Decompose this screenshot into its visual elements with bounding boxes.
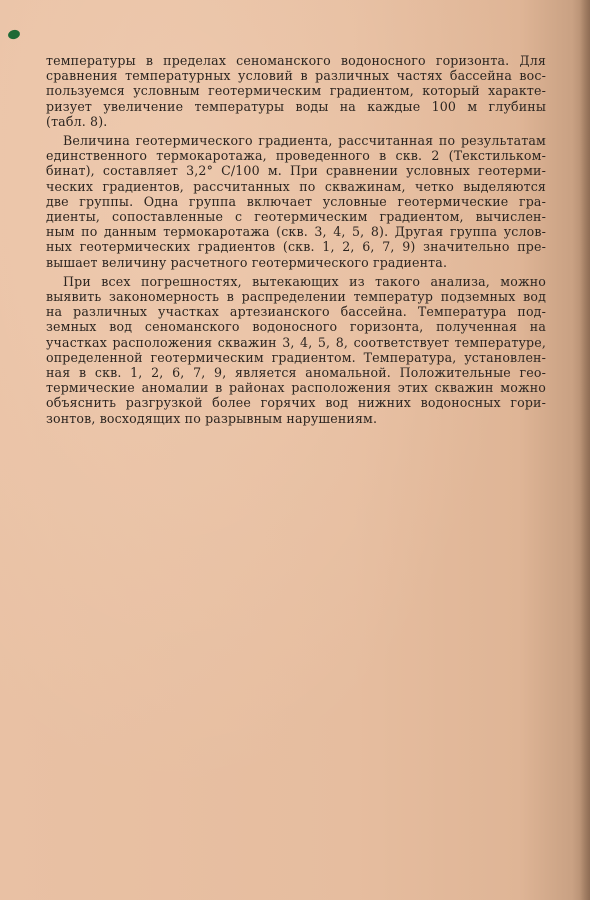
paragraph-3 (46, 274, 546, 426)
text-line: на различных участках артезианского бассейна. Температура под- (46, 304, 546, 320)
text-line: Величина геотермического градиента, рассчитанная по результатам (63, 133, 546, 149)
body-text (46, 53, 546, 430)
text-line: единственного термокаротажа, проведенного в скв. 2 (Текстильком- (46, 148, 546, 164)
text-line: земных вод сеноманского водоносного горизонта, полученная на (46, 319, 546, 335)
text-line: объяснить разгрузкой более горячих вод нижних водоносных гори- (46, 395, 546, 411)
text-line: ная в скв. 1, 2, 6, 7, 9, является аномальной. Положительные гео- (46, 365, 546, 381)
text-line: диенты, сопоставленные с геотермическим градиентом, вычислен- (46, 209, 546, 225)
text-line: зонтов, восходящих по разрывным нарушениям. (46, 410, 378, 426)
text-line: определенной геотермическим градиентом. Температура, установлен- (46, 349, 546, 365)
page-edge-shadow (580, 0, 590, 900)
text-line: две группы. Одна группа включает условные геотермические гра- (46, 193, 546, 209)
paragraph-1 (46, 53, 546, 129)
text-line: ным по данным термокаротажа (скв. 3, 4, 5, 8). Другая группа услов- (46, 224, 546, 240)
text-line: ных геотермических градиентов (скв. 1, 2, 6, 7, 9) значительно пре- (46, 239, 546, 255)
text-line: вышает величину расчетного геотермического градиента. (46, 254, 448, 270)
text-line: ризует увеличение температуры воды на каждые 100 м глубины (46, 98, 546, 114)
ink-spot-mark (7, 29, 21, 41)
text-line: бинат), составляет 3,2° С/100 м. При сравнении условных геотерми- (46, 163, 546, 179)
text-line: сравнения температурных условий в различных частях бассейна вос- (46, 68, 546, 84)
text-line: пользуемся условным геотермическим градиентом, который характе- (46, 83, 546, 99)
text-line: участках расположения скважин 3, 4, 5, 8, соответствует температуре, (46, 334, 546, 350)
text-line: (табл. 8). (46, 113, 108, 129)
text-line: При всех погрешностях, вытекающих из такого анализа, можно (63, 273, 546, 289)
text-line: температуры в пределах сеноманского водоносного горизонта. Для (46, 53, 546, 68)
text-line: термические аномалии в районах расположения этих скважин можно (46, 380, 546, 396)
text-line: выявить закономерность в распределении температур подземных вод (46, 289, 546, 305)
paragraph-2 (46, 133, 546, 270)
text-line: ческих градиентов, рассчитанных по скважинам, четко выделяются (46, 178, 546, 194)
